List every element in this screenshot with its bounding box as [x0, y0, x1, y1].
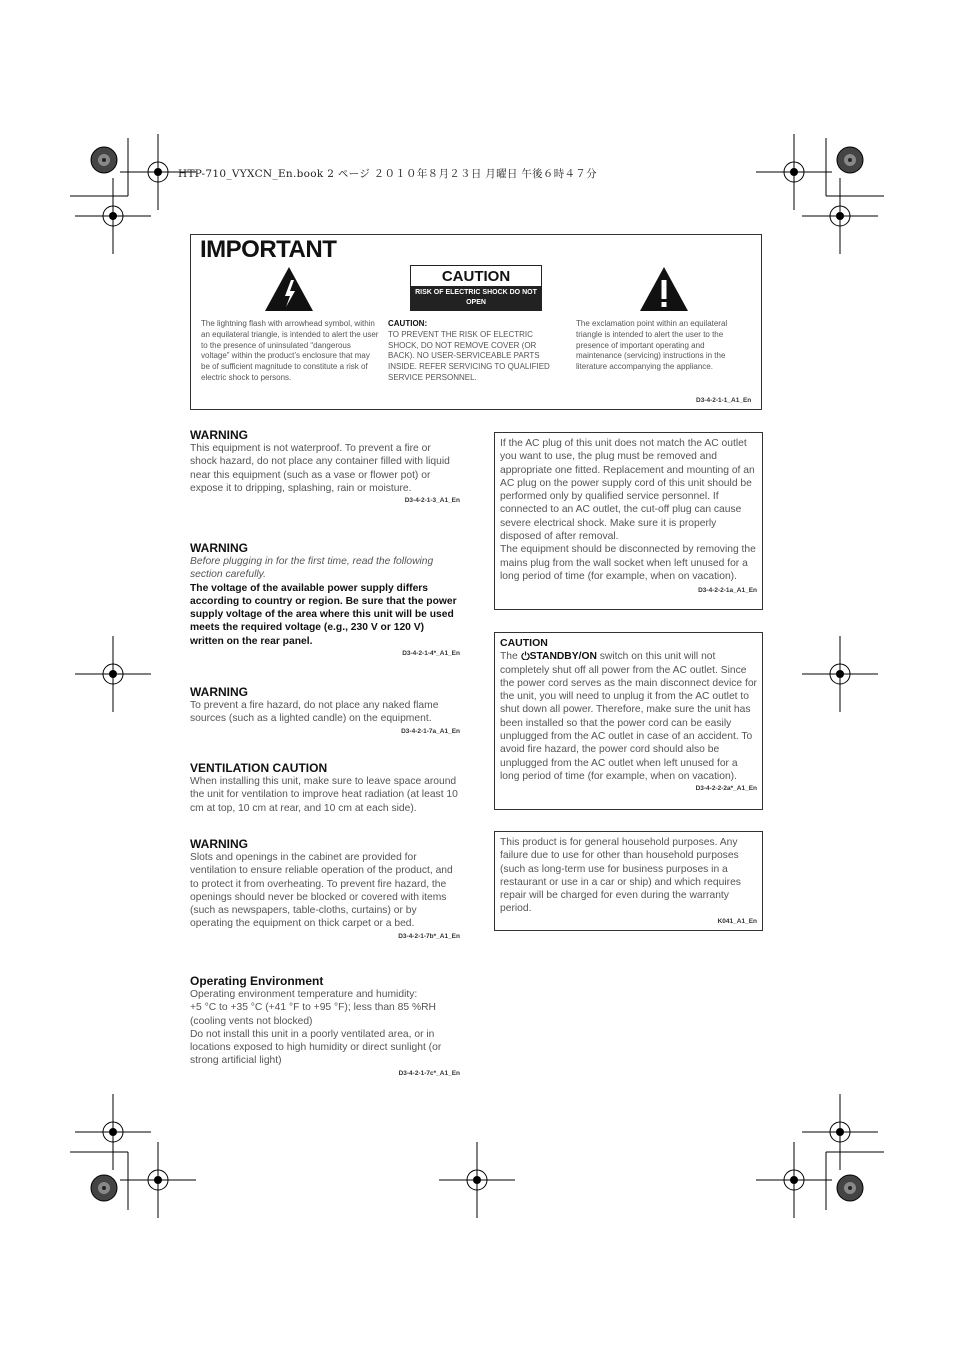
section-code: D3-4-2-1-7a_A1_En [401, 727, 460, 735]
lightning-triangle-icon [264, 266, 314, 312]
crosshair-mark [75, 1094, 151, 1170]
crosshair-mark [756, 134, 832, 210]
standby-switch-label: STANDBY/ON [529, 651, 597, 663]
box-text-pre: The [500, 651, 521, 663]
important-code: D3-4-2-1-1_A1_En [696, 397, 752, 404]
box-code: K041_A1_En [717, 917, 757, 925]
book-header: HTP-710_VYXCN_En.book 2 ページ ２０１０年８月２３日 月曜日 午後６時４７分 [178, 168, 597, 180]
box-text-body: switch on this unit will not completely shut off all power from the AC outlet. Since the power cord serves as the main disconnect device for the unit, you will need to unplug it from the AC outlet to shut down all power. Therefore, make sure the unit has been installed so that the power cord can be easily unplugged from the AC outlet in case of an accident. To avoid fire hazard, the power cord should also be unplugged from the AC outlet when left unused for a long period of time (for example, when on vacation). [500, 651, 757, 782]
section-text-2: +5 °C to +35 °C (+41 °F to +95 °F); less than 85 %RH (cooling vents not blocked) [190, 1002, 436, 1027]
caution-text: TO PREVENT THE RISK OF ELECTRIC SHOCK, DO NOT REMOVE COVER (OR BACK). NO USER-SERVICEABLE PARTS INSIDE. REFER SERVICING TO QUALIFIED SERVICE PERSONNEL. [388, 329, 550, 382]
exclamation-text: The exclamation point within an equilateral triangle is intended to alert the user to the presence of important operating and maintenance (servicing) instructions in the literature accompanying the appliance. [576, 319, 728, 372]
box-code: D3-4-2-2-1a_A1_En [698, 587, 757, 595]
crosshair-mark [120, 1142, 196, 1218]
crosshair-mark [75, 636, 151, 712]
box-text-2: The equipment should be disconnected by removing the mains plug from the wall socket when left unused for a long period of time (for example, when on vacation). [500, 544, 756, 582]
section-text: To prevent a fire hazard, do not place any naked flame sources (such as a lighted candle) on the equipment. [190, 700, 439, 725]
household-use-box [494, 831, 763, 931]
ventilation-caution [190, 761, 460, 815]
box-text [500, 650, 757, 783]
section-text: When installing this unit, make sure to leave space around the unit for ventilation to improve heat radiation (at least 10 cm at top, 10 cm at rear, and 10 cm at each side). [190, 776, 458, 814]
section-code: D3-4-2-1-4*_A1_En [402, 650, 460, 658]
crosshair-mark [802, 1094, 878, 1170]
ac-plug-box [494, 432, 763, 610]
warning-voltage [190, 541, 460, 657]
starburst-mark-tr [837, 147, 863, 173]
box-text: This product is for general household purposes. Any failure due to use for other than household purposes (such as long-term use for business purposes in a restaurant or use in a car or ship) and which requires repair will be charged for even during the warranty period. [500, 837, 741, 915]
crosshair-mark [756, 1142, 832, 1218]
warning-waterproof [190, 428, 460, 504]
section-title: WARNING [190, 837, 248, 851]
section-title: VENTILATION CAUTION [190, 761, 328, 775]
caution-band: RISK OF ELECTRIC SHOCK DO NOT OPEN [411, 286, 541, 310]
operating-environment [190, 974, 460, 1077]
crosshair-mark [802, 636, 878, 712]
section-code: D3-4-2-1-7b*_A1_En [398, 932, 460, 940]
box-code: D3-4-2-2-2a*_A1_En [695, 785, 757, 793]
section-title: Operating Environment [190, 974, 324, 988]
caution-label: CAUTION [441, 268, 511, 285]
important-title: IMPORTANT [200, 236, 337, 263]
section-bold: The voltage of the available power supply differs according to country or region. Be sure that the power supply voltage of the area where this unit will be used meets the required voltage (e.g., 230 V or 120 V) written on the rear panel. [190, 582, 457, 647]
box-title: CAUTION [500, 637, 548, 649]
starburst-mark-tl [91, 147, 117, 173]
section-code: D3-4-2-1-7c*_A1_En [398, 1069, 460, 1077]
section-title: WARNING [190, 541, 248, 555]
starburst-mark-bl [91, 1175, 117, 1201]
standby-caution-box [494, 632, 763, 810]
section-text: Slots and openings in the cabinet are provided for ventilation to ensure reliable operation of the product, and to protect it from overheating. To prevent fire hazard, the openings should never be blocked or covered with items (such as newspapers, table-cloths, curtains) or by operating the equipment on thick carpet or a bed. [190, 852, 453, 930]
section-title: WARNING [190, 428, 248, 442]
exclamation-triangle-icon [639, 266, 689, 312]
box-text-1: If the AC plug of this unit does not match the AC outlet you want to use, the plug must be removed and appropriate one fitted. Replacement and mounting of an AC plug on the power supply cord of this unit should be performed only by qualified service personnel. If connected to an AC outlet, the cut-off plug can cause severe electrical shock. Make sure it is properly disposed of after removal. [500, 438, 755, 543]
warning-openings [190, 837, 460, 940]
section-title: WARNING [190, 685, 248, 699]
section-text-3: Do not install this unit in a poorly ventilated area, or in locations exposed to high humidity or direct sunlight (or strong artificial light) [190, 1028, 442, 1067]
section-italic: Before plugging in for the first time, read the following section carefully. [190, 556, 434, 581]
section-code: D3-4-2-1-3_A1_En [404, 497, 460, 505]
section-text-1: Operating environment temperature and humidity: [190, 989, 418, 1000]
caution-notice [388, 319, 562, 384]
warning-flame [190, 685, 460, 735]
power-icon [521, 651, 530, 660]
section-text: This equipment is not waterproof. To prevent a fire or shock hazard, do not place any container filled with liquid near this equipment (such as a vase or flower pot) or expose it to dripping, splashing, rain or moisture. [190, 443, 450, 494]
caution-heading: CAUTION: [388, 319, 428, 328]
crosshair-mark [802, 178, 878, 254]
starburst-mark-br [837, 1175, 863, 1201]
crosshair-mark [439, 1142, 515, 1218]
crosshair-mark [75, 178, 151, 254]
caution-label-box [410, 265, 542, 311]
lightning-text: The lightning flash with arrowhead symbol, within an equilateral triangle, is intended to alert the user to the presence of uninsulated “dangerous voltage” within the product’s enclosure that may be of sufficient magnitude to constitute a risk of electric shock to persons. [201, 319, 379, 382]
